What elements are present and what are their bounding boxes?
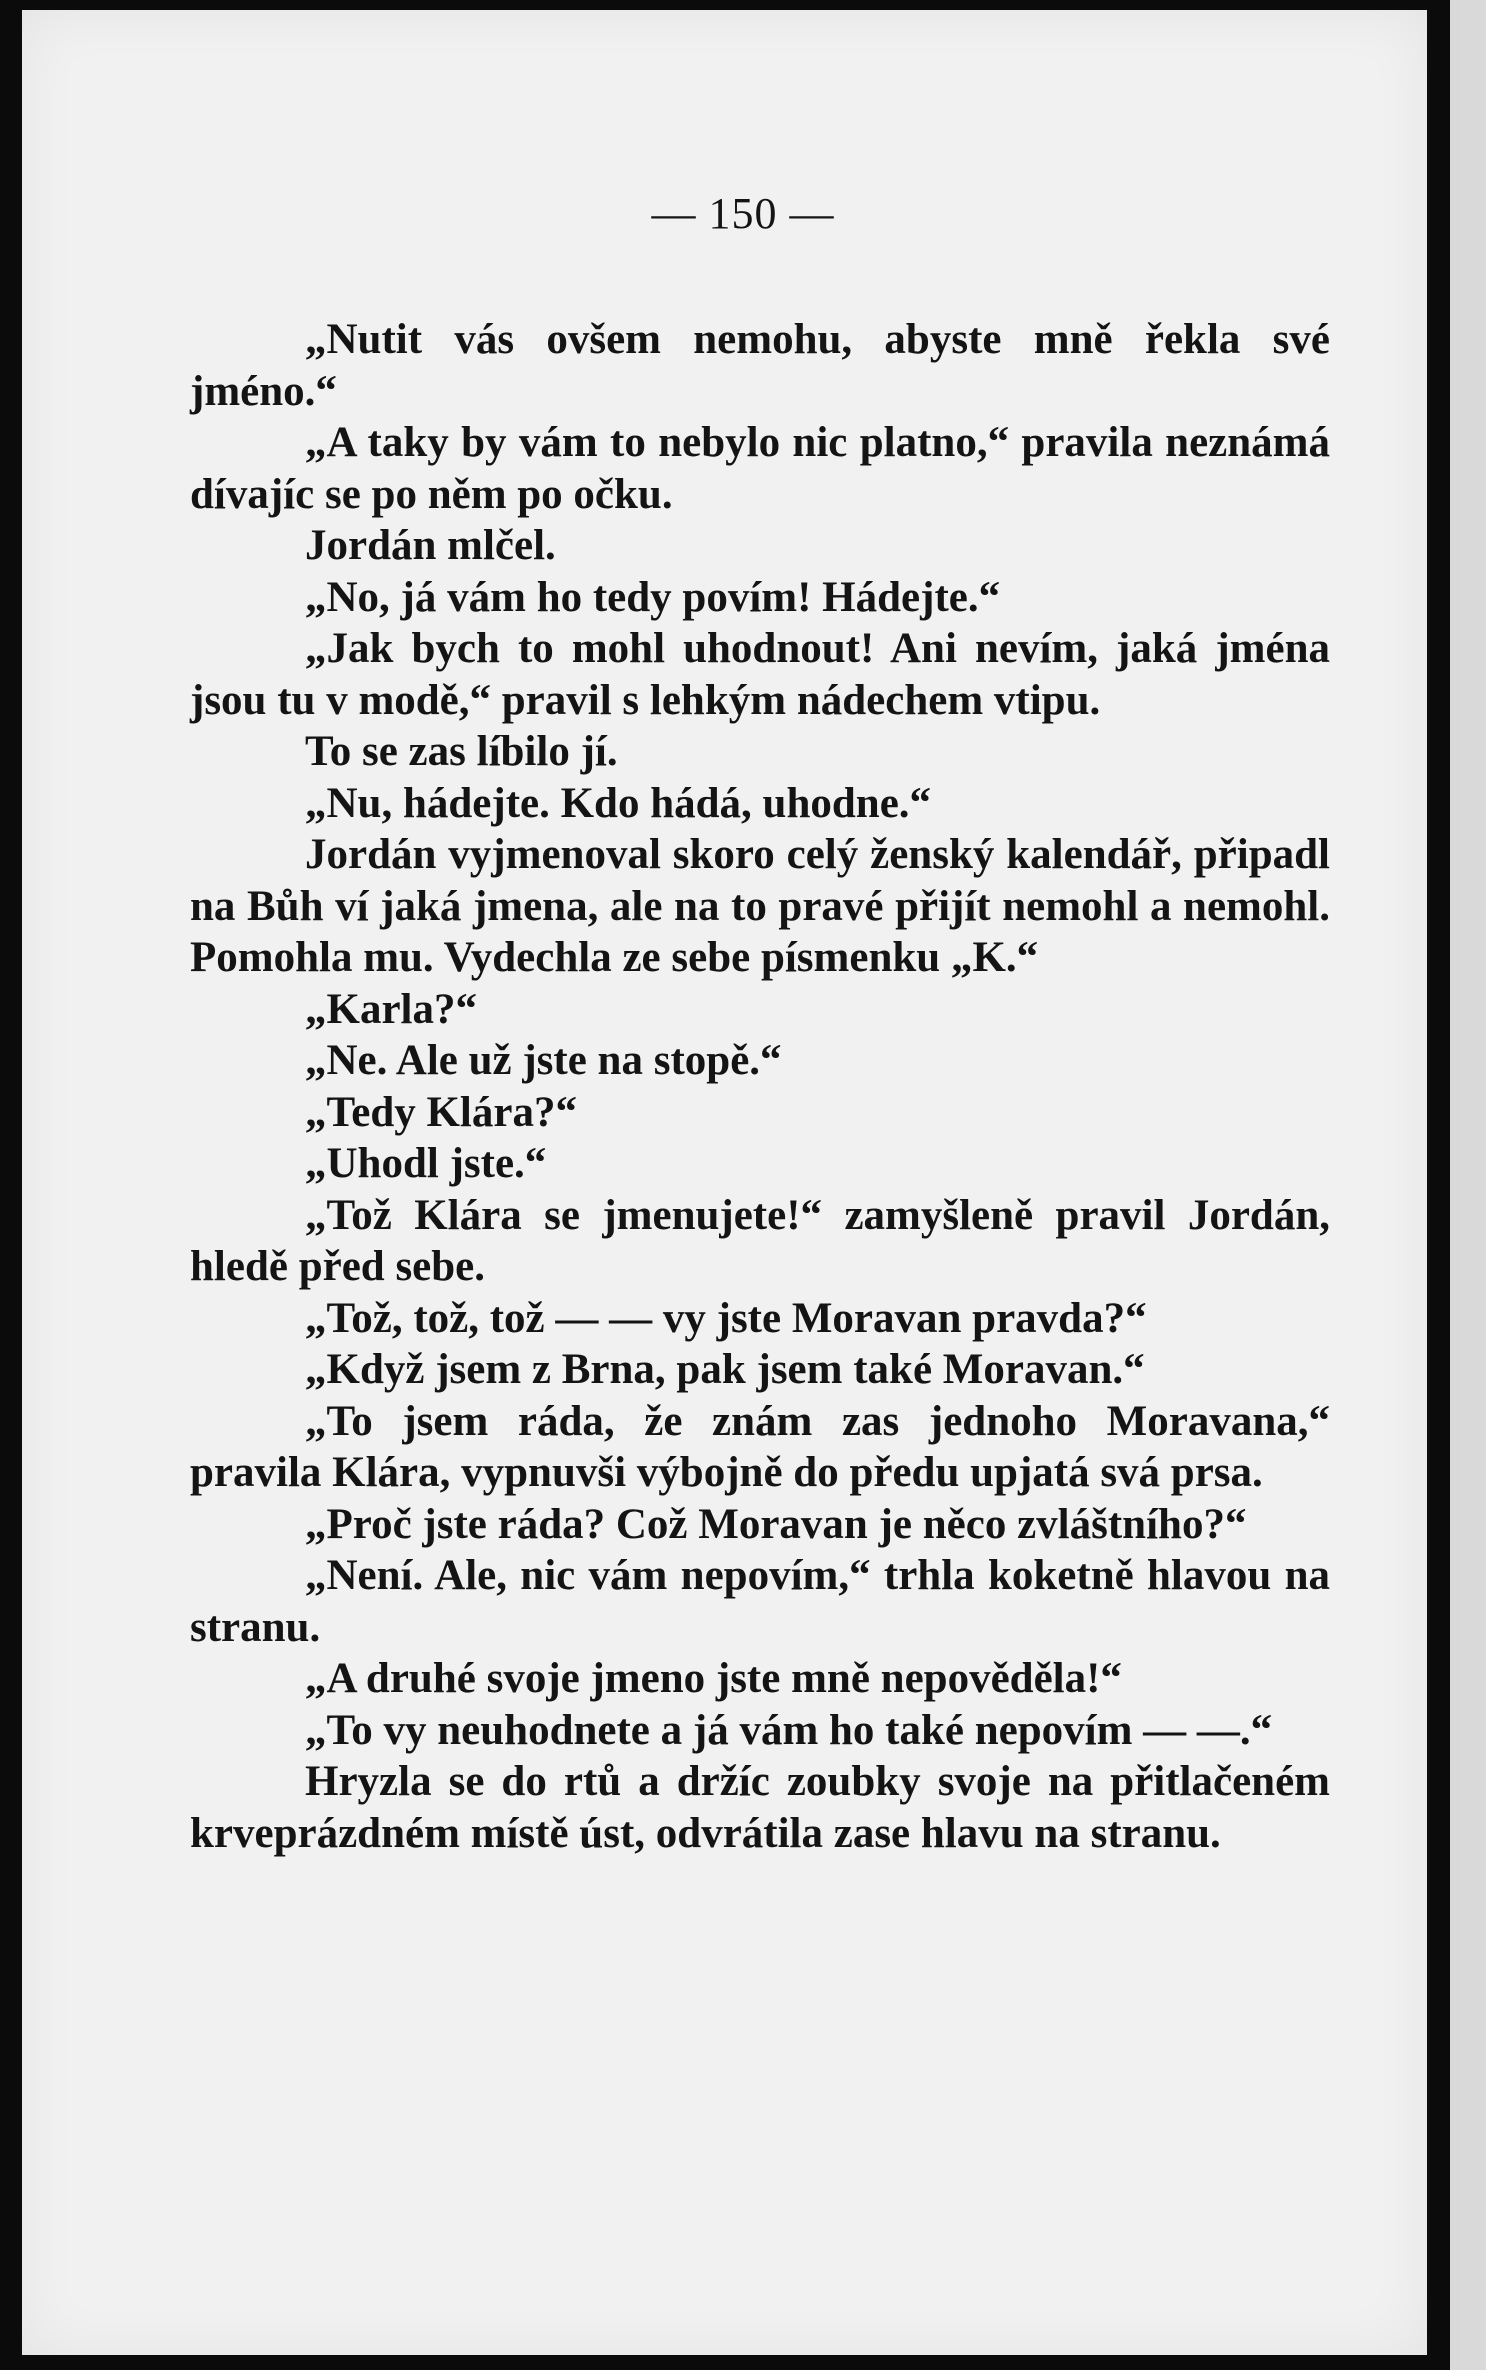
paragraph: Hryzla se do rtů a držíc zoubky svoje na přitlačeném krveprázdném místě úst, odvrátila zase hlavu na stranu.: [190, 1758, 1330, 1857]
paragraph: „Proč jste ráda? Což Moravan je něco zvláštního?“: [305, 1500, 1247, 1548]
paragraph: „Jak bych to mohl uhodnout! Ani nevím, jaká jména jsou tu v modě,“ pravil s lehkým nádechem vtipu.: [190, 625, 1330, 724]
page-number: — 150 —: [651, 189, 835, 238]
paragraph: „Uhodl jste.“: [305, 1140, 547, 1187]
paragraph: „Není. Ale, nic vám nepovím,“ trhla koketně hlavou na stranu.: [190, 1552, 1330, 1651]
paragraph: „Karla?“: [305, 985, 477, 1033]
paragraph: „To vy neuhodnete a já vám ho také nepovím — —.“: [305, 1706, 1273, 1754]
paragraph: „Nutit vás ovšem nemohu, abyste mně řekla své jméno.“: [190, 316, 1330, 415]
paragraph: To se zas líbilo jí.: [305, 728, 618, 775]
paragraph: „To jsem ráda, že znám zas jednoho Moravana,“ pravila Klára, vypnuvši výbojně do předu upjatá svá prsa.: [190, 1397, 1330, 1496]
paragraph: „Tož Klára se jmenujete!“ zamyšleně pravil Jordán, hledě před sebe.: [190, 1191, 1330, 1290]
paragraph: „Tedy Klára?“: [305, 1088, 577, 1136]
next-page-edge: [1450, 0, 1486, 2370]
paragraph: „No, já vám ho tedy povím! Hádejte.“: [305, 573, 1001, 621]
paragraph: Jordán mlčel.: [305, 522, 556, 569]
page-text: [190, 314, 1330, 1859]
paragraph: „A druhé svoje jmeno jste mně nepověděla!“: [305, 1655, 1122, 1702]
paragraph: „A taky by vám to nebylo nic platno,“ pravila neznámá dívajíc se po něm po očku.: [190, 419, 1330, 518]
paragraph: „Nu, hádejte. Kdo hádá, uhodne.“: [305, 779, 932, 827]
paragraph: Jordán vyjmenoval skoro celý ženský kalendář, připadl na Bůh ví jaká jmena, ale na to pravé přijít nemohl a nemohl. Pomohla mu. Vydechla ze sebe písmenku „K.“: [190, 831, 1330, 981]
paragraph: „Když jsem z Brna, pak jsem také Moravan.“: [305, 1346, 1145, 1393]
paragraph: „Tož, tož, tož — — vy jste Moravan pravda?“: [305, 1294, 1147, 1342]
paragraph: „Ne. Ale už jste na stopě.“: [305, 1037, 782, 1084]
